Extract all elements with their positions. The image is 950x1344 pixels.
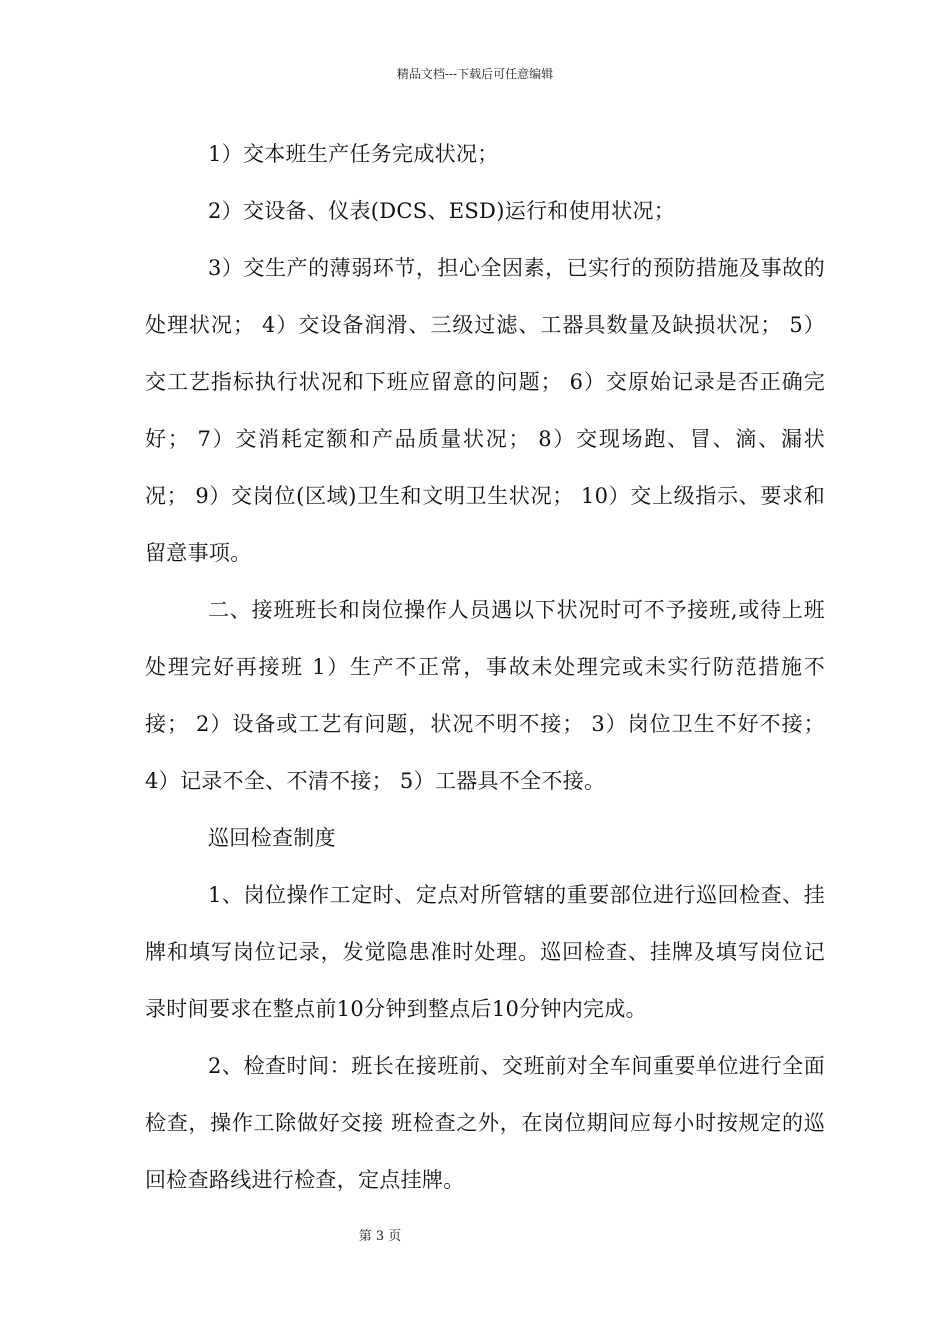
document-body xyxy=(145,126,825,1209)
paragraph-inspection-1: 1、岗位操作工定时、定点对所管辖的重要部位进行巡回检查、挂牌和填写岗位记录，发觉隐患准时处理。巡回检查、挂牌及填写岗位记录时间要求在整点前10分钟到整点后10分钟内完成。 xyxy=(145,883,825,1021)
paragraph-handover-item-2: 2）交设备、仪表(DCS、ESD)运行和使用状况； xyxy=(208,199,676,223)
page-header: 精品文档---下载后可任意编辑 xyxy=(396,67,554,81)
paragraph-section-two: 二、接班班长和岗位操作人员遇以下状况时可不予接班,或待上班处理完好再接班 1）生产不正常，事故未处理完或未实行防范措施不接； 2）设备或工艺有问题，状况不明不接； 3）岗位卫生不好不接； 4）记录不全、不清不接； 5）工器具不全不接。 xyxy=(145,598,825,793)
page-number: 第 3 页 xyxy=(358,1229,402,1244)
paragraph-inspection-2: 2、检查时间：班长在接班前、交班前对全车间重要单位进行全面检查，操作工除做好交接 班检查之外，在岗位期间应每小时按规定的巡回检查路线进行检查，定点挂牌。 xyxy=(145,1054,825,1192)
paragraph-handover-item-1: 1）交本班生产任务完成状况； xyxy=(208,142,499,166)
paragraph-handover-items-3-10: 3）交生产的薄弱环节，担心全因素，已实行的预防措施及事故的处理状况； 4）交设备润滑、三级过滤、工器具数量及缺损状况； 5）交工艺指标执行状况和下班应留意的问题； 6）交原始记录是否正确完好； 7）交消耗定额和产品质量状况； 8）交现场跑、冒、滴、漏状况； 9）交岗位(区域)卫生和文明卫生状况； 10）交上级指示、要求和留意事项。 xyxy=(145,256,825,565)
section-heading-inspection: 巡回检查制度 xyxy=(208,826,336,850)
